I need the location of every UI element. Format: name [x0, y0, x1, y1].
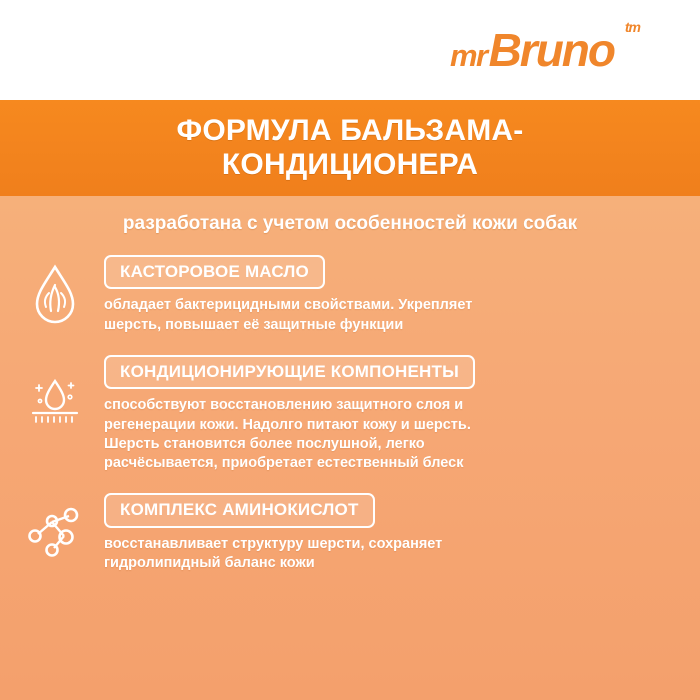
header-block: [0, 100, 700, 196]
feature-description: восстанавливает структуру шерсти, сохраняет гидролипидный баланс кожи: [104, 536, 443, 572]
subtitle: разработана с учетом особенностей кожи собак: [122, 213, 578, 234]
feature-item: [104, 493, 666, 573]
feature-item: [104, 355, 666, 474]
header-title-line2: КОНДИЦИОНЕРА: [221, 148, 479, 181]
feature-description: обладает бактерицидными свойствами. Укрепляет шерсть, повышает её защитные функции: [104, 297, 473, 333]
body-block: [0, 196, 700, 700]
brand-name: Bruno: [488, 24, 614, 76]
oil-drop-icon: [20, 257, 90, 333]
header-title-line1: ФОРМУЛА БАЛЬЗАМА-: [176, 114, 524, 148]
hair-follicle-drop-icon: [20, 365, 90, 441]
feature-title: КАСТОРОВОЕ МАСЛО: [104, 255, 325, 290]
brand-logo: [449, 19, 640, 77]
feature-description: способствуют восстановлению защитного слоя и регенерации кожи. Надолго питают кожу и шерсть. Шерсть становится более послушной, легко расчёсывается, приобретает естественный блеск: [104, 397, 471, 472]
trademark-mark: tm: [624, 19, 640, 35]
brand-prefix: mr: [449, 38, 487, 73]
molecule-icon: [20, 493, 90, 569]
feature-item: [104, 255, 666, 335]
feature-list: [0, 255, 700, 574]
feature-title: КОНДИЦИОНИРУЮЩИЕ КОМПОНЕНТЫ: [104, 355, 475, 390]
brand-band: [0, 0, 700, 100]
feature-title: КОМПЛЕКС АМИНОКИСЛОТ: [104, 493, 375, 528]
